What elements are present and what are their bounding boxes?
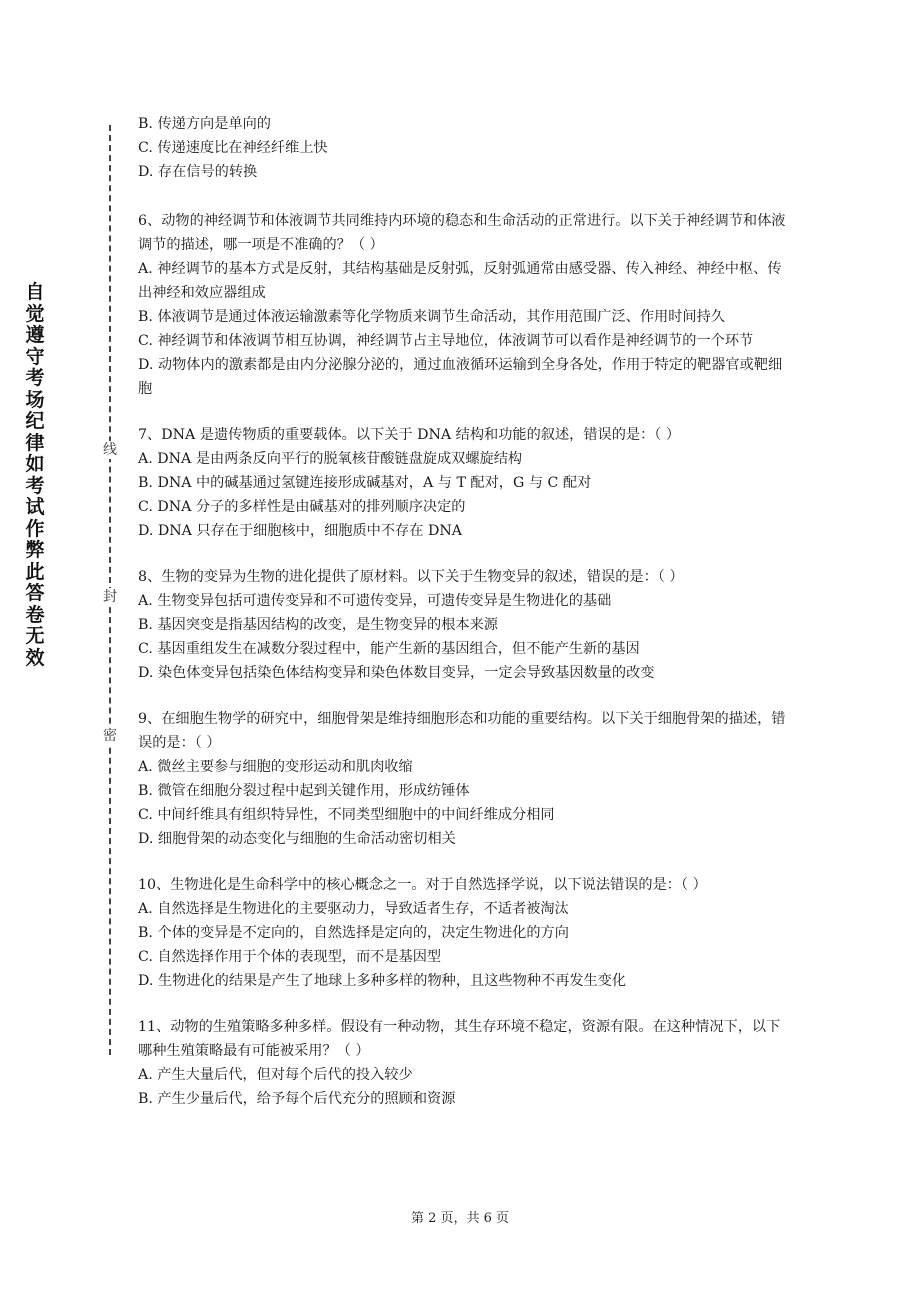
option-b: B. 基因突变是指基因结构的改变，是生物变异的根本来源 (138, 617, 498, 633)
page-number-footer: 第 2 页，共 6 页 (410, 1211, 510, 1226)
question-11 (138, 1015, 793, 1111)
option-b: B. DNA 中的碱基通过氢键连接形成碱基对，A 与 T 配对，G 与 C 配对 (138, 475, 592, 491)
option-c: C. 自然选择作用于个体的表现型，而不是基因型 (138, 949, 442, 965)
binding-mark-line: 线 (100, 441, 120, 459)
exam-content (138, 112, 793, 1111)
option-b: B. 体液调节是通过体液运输激素等化学物质来调节生命活动，其作用范围广泛、作用时间持久 (138, 309, 725, 325)
option-a: A. DNA 是由两条反向平行的脱氧核苷酸链盘旋成双螺旋结构 (138, 451, 523, 467)
option-c: C. 基因重组发生在减数分裂过程中，能产生新的基因组合，但不能产生新的基因 (138, 641, 640, 657)
option-c: C. 中间纤维具有组织特异性，不同类型细胞中的中间纤维成分相同 (138, 807, 555, 823)
question-8 (138, 565, 793, 685)
question-10 (138, 873, 793, 993)
option-d: D. DNA 只存在于细胞核中，细胞质中不存在 DNA (138, 523, 462, 539)
binding-mark-secret: 密 (100, 727, 120, 745)
option-c: C. 传递速度比在神经纤维上快 (138, 140, 328, 156)
option-d: D. 存在信号的转换 (138, 164, 258, 180)
question-stem: 11、动物的生殖策略多种多样。假设有一种动物，其生存环境不稳定，资源有限。在这种情况下，以下哪种生殖策略最有可能被采用？（ ） (138, 1019, 781, 1059)
question-stem: 9、在细胞生物学的研究中，细胞骨架是维持细胞形态和功能的重要结构。以下关于细胞骨架的描述，错误的是：（ ） (138, 711, 786, 751)
option-c: C. 神经调节和体液调节相互协调，神经调节占主导地位，体液调节可以看作是神经调节的一个环节 (138, 333, 754, 349)
question-stem: 8、生物的变异为生物的进化提供了原材料。以下关于生物变异的叙述，错误的是：（ ） (138, 569, 684, 585)
carryover-options (138, 112, 793, 184)
option-a: A. 生物变异包括可遗传变异和不可遗传变异，可遗传变异是生物进化的基础 (138, 593, 612, 609)
question-stem: 10、生物进化是生命科学中的核心概念之一。对于自然选择学说，以下说法错误的是：（ ） (138, 877, 707, 893)
option-a: A. 产生大量后代，但对每个后代的投入较少 (138, 1067, 413, 1083)
exam-discipline-notice: 自觉遵守考场纪律如考试作弊此答卷无效 (25, 281, 45, 669)
option-a: A. 自然选择是生物进化的主要驱动力，导致适者生存，不适者被淘汰 (138, 901, 569, 917)
question-stem: 7、DNA 是遗传物质的重要载体。以下关于 DNA 结构和功能的叙述，错误的是：（ ） (138, 427, 681, 443)
option-d: D. 细胞骨架的动态变化与细胞的生命活动密切相关 (138, 831, 456, 847)
binding-mark-seal: 封 (100, 588, 120, 606)
option-b: B. 个体的变异是不定向的，自然选择是定向的，决定生物进化的方向 (138, 925, 569, 941)
option-b: B. 微管在细胞分裂过程中起到关键作用，形成纺锤体 (138, 783, 470, 799)
option-a: A. 微丝主要参与细胞的变形运动和肌肉收缩 (138, 759, 413, 775)
question-stem: 6、动物的神经调节和体液调节共同维持内环境的稳态和生命活动的正常进行。以下关于神经调节和体液调节的描述，哪一项是不准确的？（ ） (138, 213, 786, 253)
option-d: D. 染色体变异包括染色体结构变异和染色体数目变异，一定会导致基因数量的改变 (138, 665, 655, 681)
option-d: D. 生物进化的结果是产生了地球上多种多样的物种，且这些物种不再发生变化 (138, 973, 627, 989)
option-a: A. 神经调节的基本方式是反射，其结构基础是反射弧，反射弧通常由感受器、传入神经、神经中枢、传出神经和效应器组成 (138, 261, 782, 301)
question-9 (138, 707, 793, 851)
option-b: B. 传递方向是单向的 (138, 116, 271, 132)
option-b: B. 产生少量后代，给予每个后代充分的照顾和资源 (138, 1091, 456, 1107)
option-d: D. 动物体内的激素都是由内分泌腺分泌的，通过血液循环运输到全身各处，作用于特定的靶器官或靶细胞 (138, 357, 783, 397)
option-c: C. DNA 分子的多样性是由碱基对的排列顺序决定的 (138, 499, 466, 515)
question-7 (138, 423, 793, 543)
question-6 (138, 209, 793, 401)
